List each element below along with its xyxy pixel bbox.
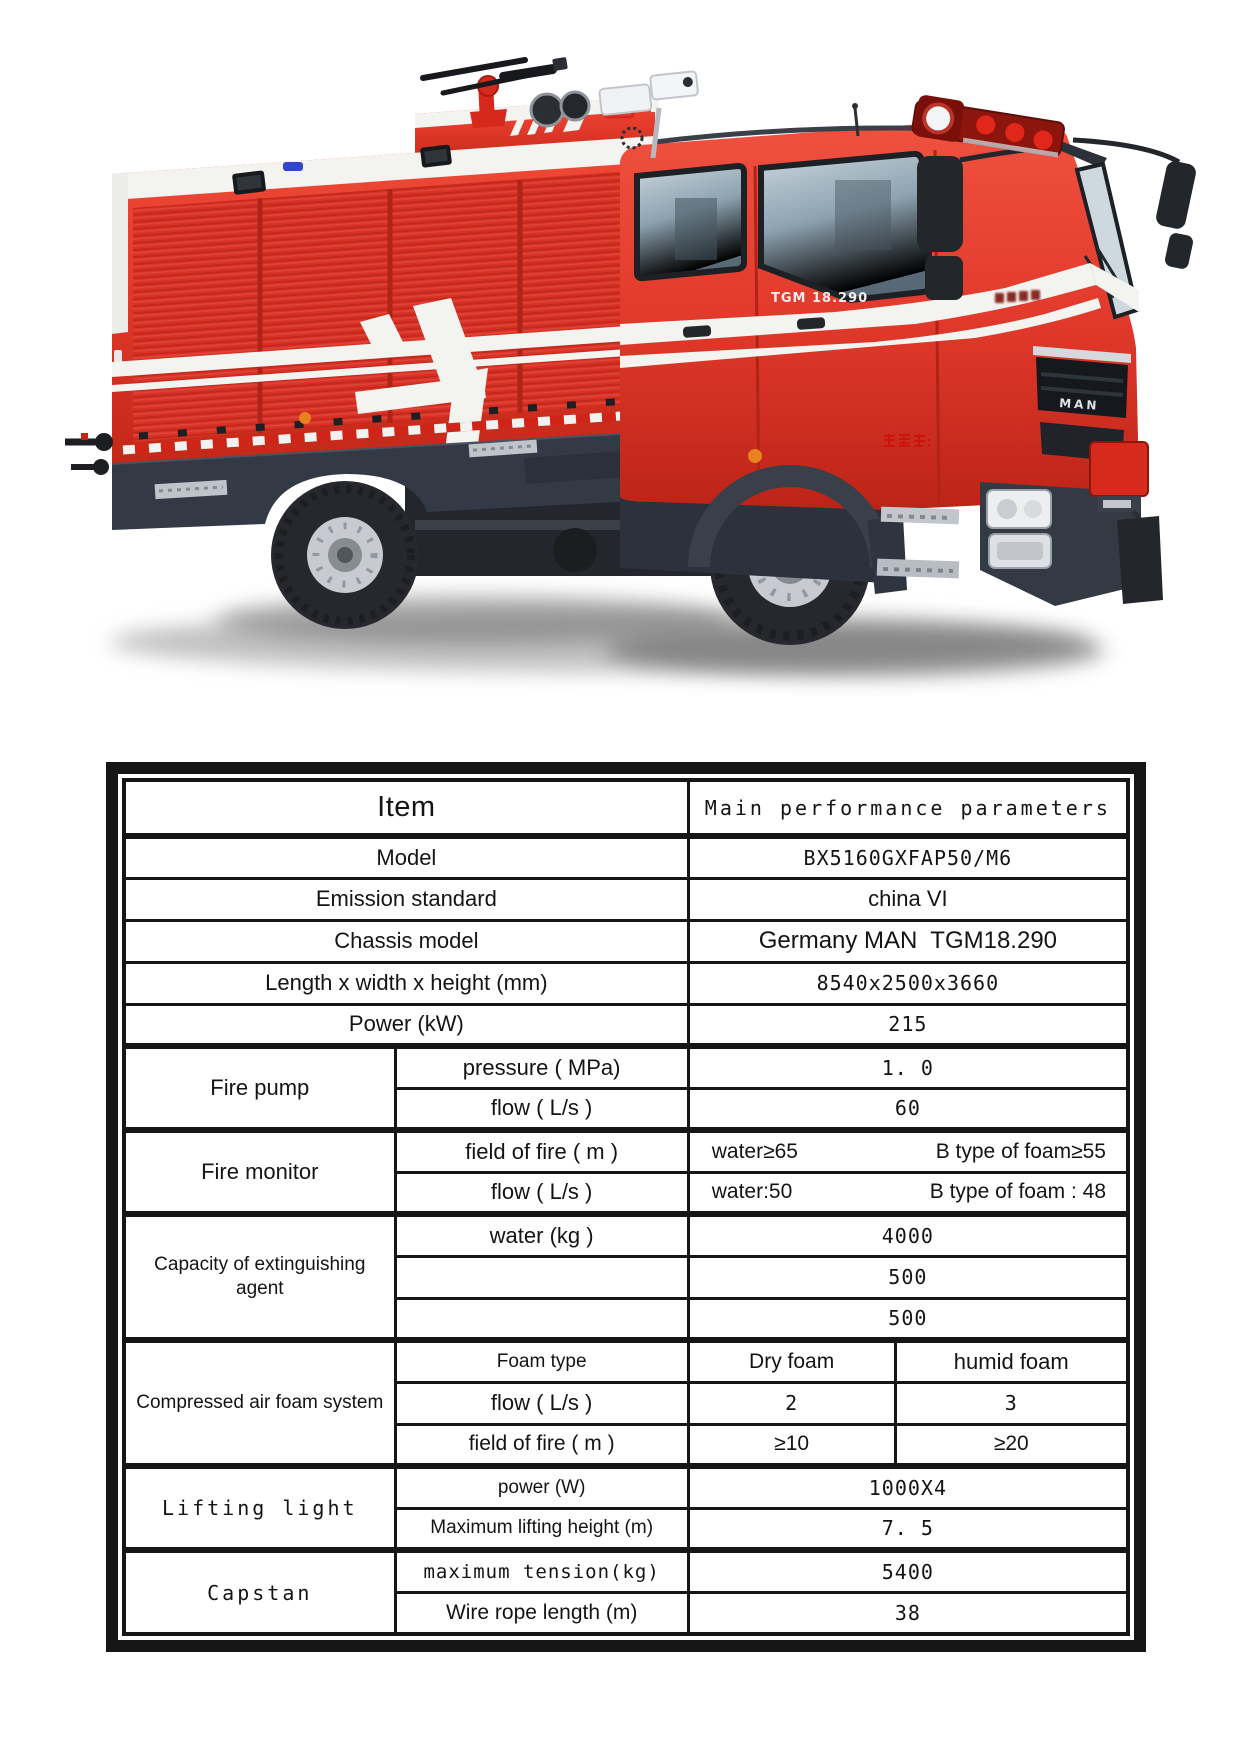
truck-photo (55, 50, 1200, 710)
chassis-label: Chassis model (124, 920, 688, 962)
door-handle (683, 325, 712, 338)
row-emission (124, 878, 1128, 920)
headlights (987, 490, 1051, 568)
monitor-barrel (499, 64, 558, 83)
grille-logo-text: MAN (1058, 396, 1100, 413)
monitor-flow-foam: B type of foam : 48 (929, 1180, 1106, 1204)
monitor-range-water: water≥65 (711, 1139, 798, 1163)
row-monitor-range (124, 1130, 1128, 1172)
capacity-3-label (395, 1298, 688, 1340)
tgm-badge: TGM 18.290 (771, 291, 869, 306)
lifting-light-group: Lifting light (124, 1466, 395, 1550)
emission-value: china VI (688, 878, 1128, 920)
fire-monitor-group: Fire monitor (124, 1130, 395, 1214)
power-value: 215 (688, 1004, 1128, 1046)
mud-flap (1117, 516, 1163, 604)
amber-marker (299, 412, 311, 424)
light-power-label: power (W) (395, 1466, 688, 1508)
hose-reel (531, 94, 563, 126)
model-label: Model (124, 836, 688, 878)
light-height-label: Maximum lifting height (m) (395, 1508, 688, 1550)
power-label: Power (kW) (124, 1004, 688, 1046)
pump-flow-label: flow ( L/s ) (395, 1088, 688, 1130)
monitor-flow-water: water:50 (711, 1180, 793, 1204)
light-power-value: 1000X4 (688, 1466, 1128, 1508)
pump-flow-value: 60 (688, 1088, 1128, 1130)
crew-cab (620, 117, 1198, 606)
pump-pressure-value: 1. 0 (688, 1046, 1128, 1088)
hose-reel (561, 92, 589, 120)
capstan-group: Capstan (124, 1550, 395, 1634)
row-chassis (124, 920, 1128, 962)
truck-shadow (110, 596, 1105, 676)
lightbar-red-lens (973, 112, 998, 137)
capacity-water-value: 4000 (688, 1214, 1128, 1256)
rear-wheel (271, 481, 419, 629)
foam-system-group: Compressed air foam system (124, 1340, 395, 1466)
lightbar-spotlight (922, 102, 954, 134)
header-row (124, 780, 1128, 836)
capstan-rope-value: 38 (688, 1592, 1128, 1634)
blue-marker-lamp (283, 162, 303, 171)
row-capacity-water (124, 1214, 1128, 1256)
foam-type-humid: humid foam (895, 1340, 1128, 1382)
monitor-range-value (688, 1130, 1128, 1172)
row-light-power (124, 1466, 1128, 1508)
light-height-value: 7. 5 (688, 1508, 1128, 1550)
scene-floodlight (232, 170, 266, 195)
lightbar-red-lens (1002, 120, 1027, 145)
model-value: BX5160GXFAP50/M6 (688, 836, 1128, 878)
rear-hose-outlets (65, 433, 113, 475)
foam-flow-humid: 3 (895, 1382, 1128, 1424)
fire-pump-group: Fire pump (124, 1046, 395, 1130)
dimensions-label: Length x width x height (mm) (124, 962, 688, 1004)
pump-pressure-label: pressure ( MPa) (395, 1046, 688, 1088)
scene-floodlight (420, 144, 452, 168)
row-pump-pressure (124, 1046, 1128, 1088)
capacity-group: Capacity of extinguishing agent (124, 1214, 395, 1340)
row-dimensions (124, 962, 1128, 1004)
spec-table (122, 778, 1130, 1636)
capstan-tension-value: 5400 (688, 1550, 1128, 1592)
foam-type-dry: Dry foam (688, 1340, 895, 1382)
monitor-flow-value (688, 1172, 1128, 1214)
row-model (124, 836, 1128, 878)
capstan-tension-label: maximum tension(kg) (395, 1550, 688, 1592)
capacity-water-label: water (kg ) (395, 1214, 688, 1256)
door-handle (797, 317, 826, 330)
chassis-value: Germany MAN TGM18.290 (688, 920, 1128, 962)
header-params: Main performance parameters (688, 780, 1128, 836)
dimensions-value: 8540x2500x3660 (688, 962, 1128, 1004)
spec-table-frame (106, 762, 1146, 1652)
monitor-range-label: field of fire ( m ) (395, 1130, 688, 1172)
row-foam-type (124, 1340, 1128, 1382)
foam-flow-dry: 2 (688, 1382, 895, 1424)
header-item: Item (124, 780, 688, 836)
rear-corner-trim (112, 172, 128, 334)
foam-range-dry: ≥10 (688, 1424, 895, 1466)
foam-type-label: Foam type (395, 1340, 688, 1382)
emission-label: Emission standard (124, 878, 688, 920)
row-capstan-tension (124, 1550, 1128, 1592)
capacity-2-value: 500 (688, 1256, 1128, 1298)
monitor-flow-label: flow ( L/s ) (395, 1172, 688, 1214)
capstan-rope-label: Wire rope length (m) (395, 1592, 688, 1634)
box-body (65, 90, 659, 530)
monitor-range-foam: B type of foam≥55 (935, 1139, 1106, 1163)
rear-marker-light (114, 350, 122, 363)
capacity-3-value: 500 (688, 1298, 1128, 1340)
capacity-2-label (395, 1256, 688, 1298)
foam-range-humid: ≥20 (895, 1424, 1128, 1466)
amber-marker (748, 449, 762, 463)
foam-flow-label: flow ( L/s ) (395, 1382, 688, 1424)
row-power (124, 1004, 1128, 1046)
foam-range-label: field of fire ( m ) (395, 1424, 688, 1466)
